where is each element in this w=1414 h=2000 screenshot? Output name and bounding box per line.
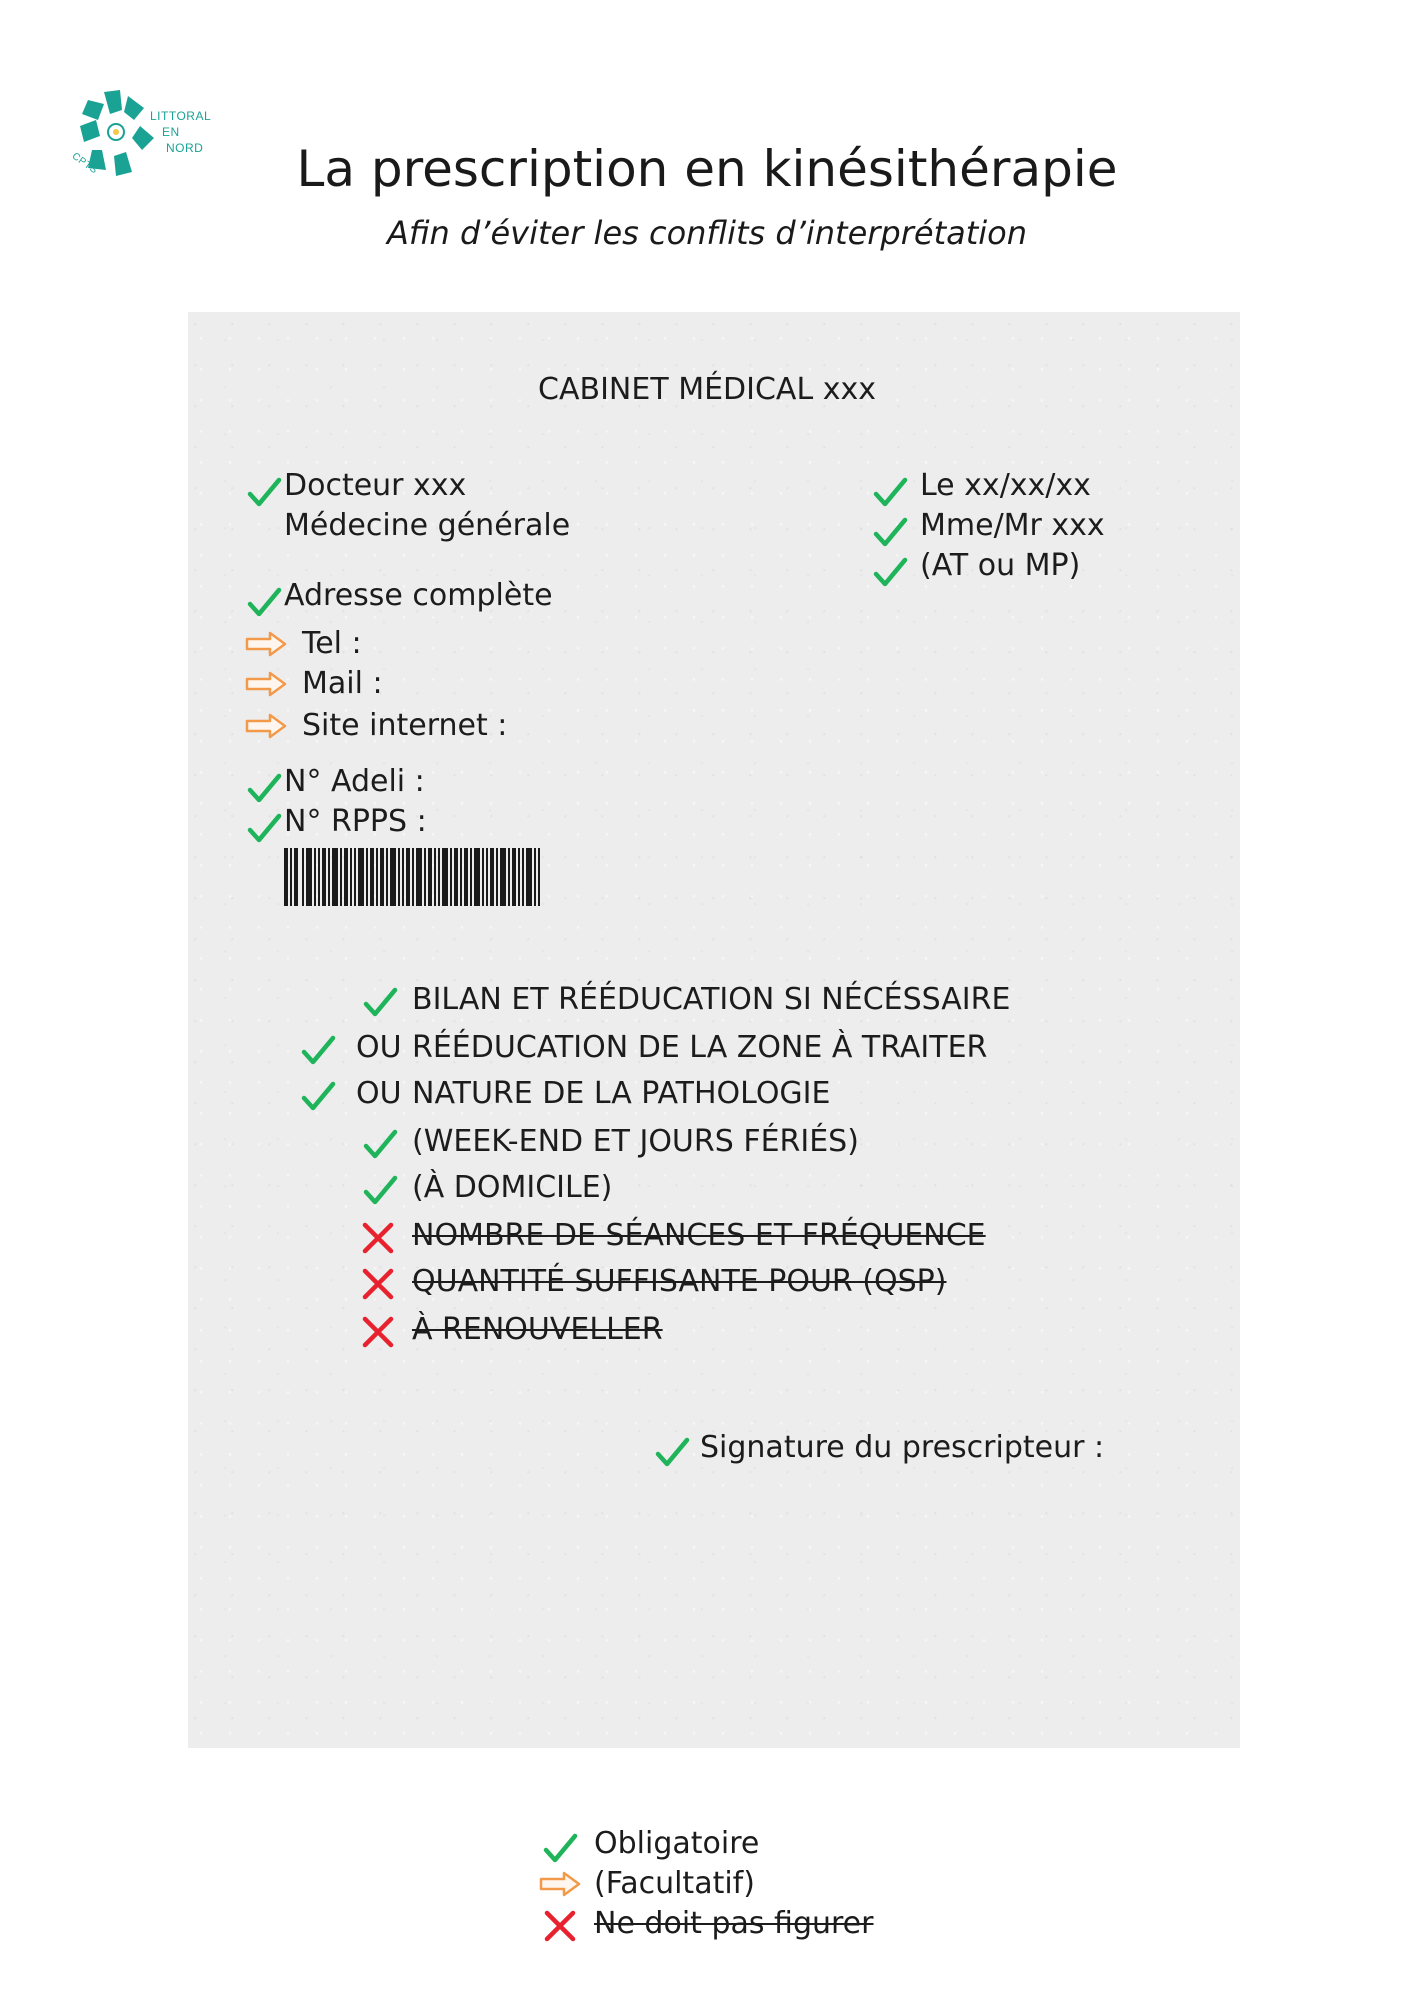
check-icon [246,770,282,806]
cross-icon [360,1266,396,1302]
legend-optional: (Facultatif) [594,1866,755,1901]
office-name: CABINET MÉDICAL xxx [538,372,876,407]
logo-line-3: NORD [166,141,204,155]
item-domicile: (À DOMICILE) [412,1170,613,1205]
or-label: OU [356,1076,402,1111]
tel-label: Tel : [302,626,362,661]
check-icon [246,810,282,846]
arrow-icon [538,1870,582,1898]
arrow-icon [244,712,288,740]
adeli-label: N° Adeli : [284,764,425,799]
legend-forbidden: Ne doit pas figurer [594,1906,874,1941]
or-label: OU [356,1030,402,1065]
check-icon [300,1078,336,1114]
patient-name: Mme/Mr xxx [920,508,1105,543]
check-icon [872,514,908,550]
check-icon [872,554,908,590]
logo-side-text: CPTS [69,150,100,177]
item-seances: NOMBRE DE SÉANCES ET FRÉQUENCE [412,1218,986,1253]
page-subtitle: Afin d’éviter les conflits d’interprétation [386,214,1028,252]
check-icon [362,1126,398,1162]
logo-line-2: EN [162,125,180,139]
check-icon [246,474,282,510]
logo-line-1: LITTORAL [150,109,212,123]
check-icon [542,1830,578,1866]
item-bilan: BILAN ET RÉÉDUCATION SI NÉCÉSSAIRE [412,982,1011,1017]
check-icon [654,1434,690,1470]
cross-icon [360,1220,396,1256]
prescription-date: Le xx/xx/xx [920,468,1091,503]
page-title: La prescription en kinésithérapie [296,140,1118,198]
cross-icon [360,1314,396,1350]
item-zone: RÉÉDUCATION DE LA ZONE À TRAITER [412,1030,988,1065]
check-icon [300,1032,336,1068]
check-icon [362,984,398,1020]
signature-label: Signature du prescripteur : [700,1430,1105,1465]
arrow-icon [244,630,288,658]
legend-mandatory: Obligatoire [594,1826,760,1861]
doctor-name: Docteur xxx [284,468,467,503]
cross-icon [542,1908,578,1944]
at-mp-label: (AT ou MP) [920,548,1081,583]
check-icon [362,1172,398,1208]
rpps-barcode [284,848,540,906]
check-icon [246,584,282,620]
item-weekend: (WEEK-END ET JOURS FÉRIÉS) [412,1124,859,1159]
mail-label: Mail : [302,666,383,701]
item-pathology: NATURE DE LA PATHOLOGIE [412,1076,831,1111]
check-icon [872,474,908,510]
rpps-label: N° RPPS : [284,804,427,839]
item-qsp: QUANTITÉ SUFFISANTE POUR (QSP) [412,1264,947,1299]
doctor-address: Adresse complète [284,578,553,613]
arrow-icon [244,670,288,698]
doctor-specialty: Médecine générale [284,508,571,543]
item-renouveler: À RENOUVELLER [412,1312,663,1347]
website-label: Site internet : [302,708,508,743]
